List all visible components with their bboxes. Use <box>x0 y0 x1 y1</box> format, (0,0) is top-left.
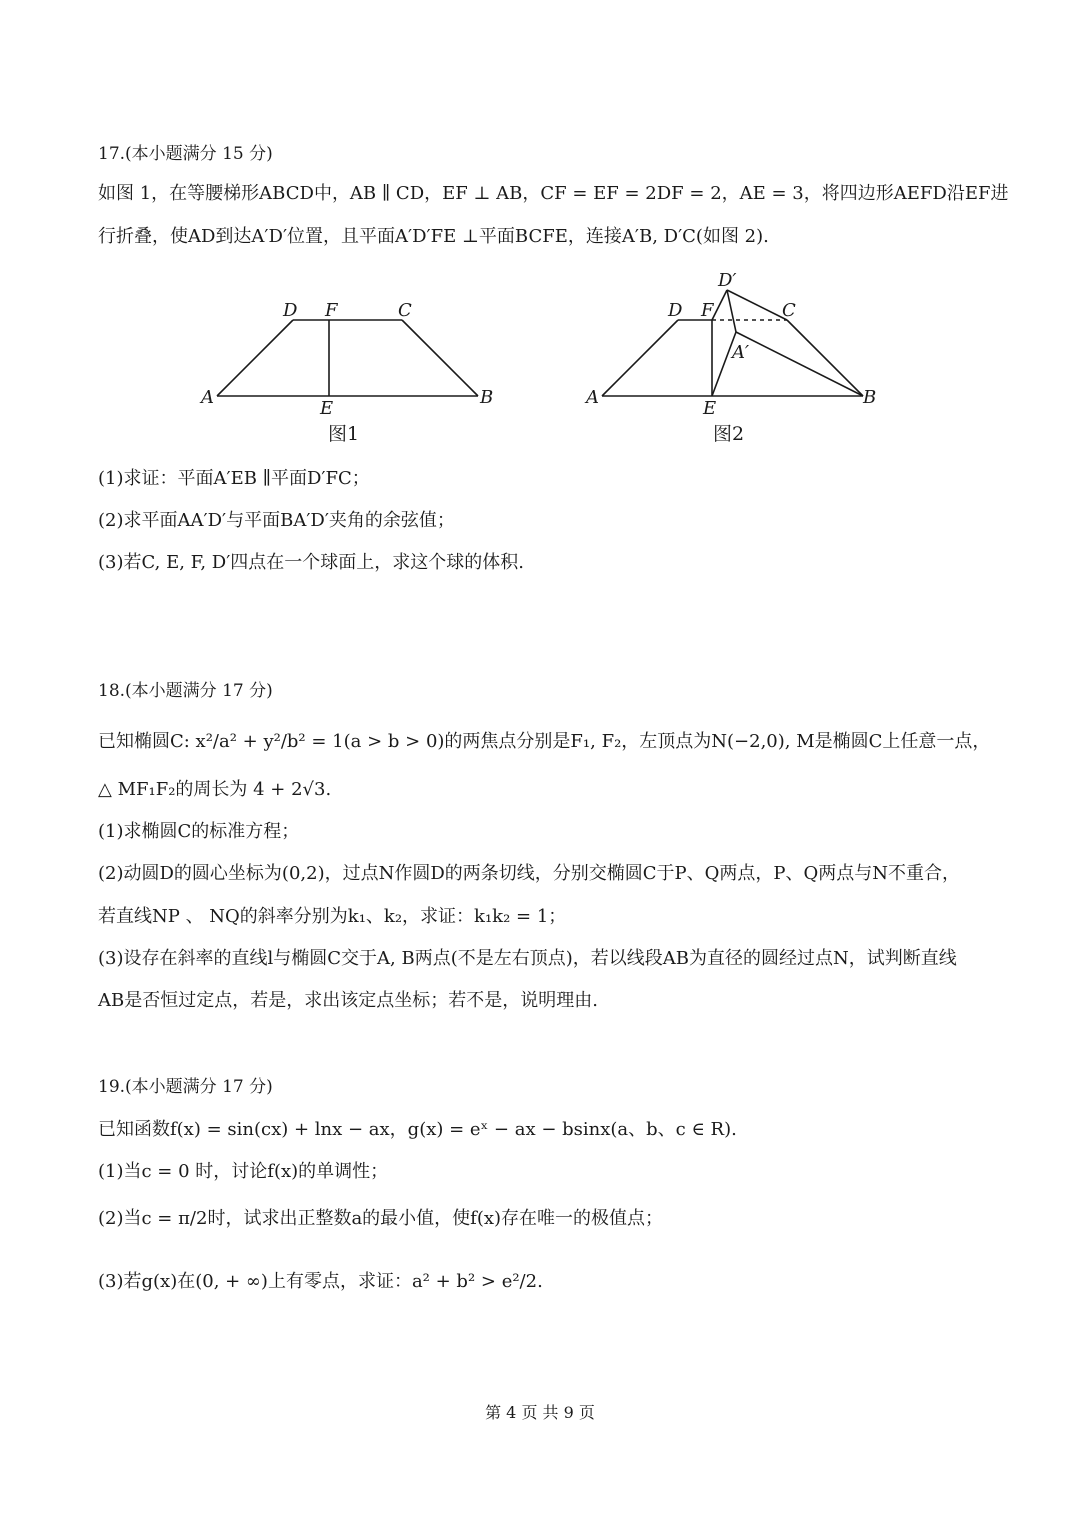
page-footer: 第 4 页 共 9 页 <box>485 1403 595 1422</box>
label-F: F <box>325 300 338 321</box>
label-E: E <box>320 398 334 419</box>
label-C: C <box>782 300 796 321</box>
q19-part1: (1)当c = 0 时，讨论f(x)的单调性； <box>98 1161 389 1182</box>
q18-part1: (1)求椭圆C的标准方程； <box>98 821 300 842</box>
figure-2-caption: 图2 <box>713 423 745 445</box>
q17-stem-line1: 如图 1，在等腰梯形ABCD中，AB ∥ CD，EF ⊥ AB，CF = EF = 2DF = 2，AE = 3，将四边形AEFD沿EF进 <box>98 183 1009 204</box>
edge-CB <box>787 320 863 396</box>
label-F: F <box>701 300 714 321</box>
label-B: B <box>863 387 877 408</box>
label-D: D <box>283 300 298 321</box>
q19-header: 19.(本小题满分 17 分) <box>98 1077 273 1097</box>
q18-header: 18.(本小题满分 17 分) <box>98 681 273 701</box>
q18-part2-line1: (2)动圆D的圆心坐标为(0,2)，过点N作圆D的两条切线，分别交椭圆C于P、Q两点，P、Q两点与N不重合， <box>98 863 961 884</box>
q17-header: 17.(本小题满分 15 分) <box>98 144 273 164</box>
label-B: B <box>480 387 494 408</box>
q18-stem-line2: △ MF₁F₂的周长为 4 + 2√3. <box>98 779 332 800</box>
label-C: C <box>398 300 412 321</box>
label-A: A <box>586 387 599 408</box>
label-D: D <box>668 300 683 321</box>
figure-1 <box>195 290 505 450</box>
figure-1-caption: 图1 <box>328 423 360 445</box>
q17-part1: (1)求证：平面A′EB ∥平面D′FC； <box>98 468 370 489</box>
q17-part3: (3)若C, E, F, D′四点在一个球面上，求这个球的体积. <box>98 552 525 573</box>
label-E: E <box>703 398 717 419</box>
q19-part2: (2)当c = π/2时，试求出正整数a的最小值，使f(x)存在唯一的极值点； <box>98 1208 664 1229</box>
edge-AD <box>217 320 293 396</box>
label-A-prime: A′ <box>732 342 750 363</box>
q17-part2: (2)求平面AA′D′与平面BA′D′夹角的余弦值； <box>98 510 455 531</box>
edge-D1C <box>727 290 787 320</box>
figure-2 <box>580 262 890 452</box>
q18-part2-line2: 若直线NP 、 NQ的斜率分别为k₁、k₂，求证：k₁k₂ = 1； <box>98 906 567 927</box>
q18-part3-line2: AB是否恒过定点，若是，求出该定点坐标；若不是，说明理由. <box>98 990 598 1011</box>
edge-AD <box>602 320 678 396</box>
label-A: A <box>201 387 214 408</box>
edge-A1B <box>736 332 863 396</box>
q18-part3-line1: (3)设存在斜率的直线l与椭圆C交于A, B两点(不是左右顶点)，若以线段AB为直径的圆经过点N，试判断直线 <box>98 948 957 969</box>
q18-stem-line1: 已知椭圆C: x²/a² + y²/b² = 1(a > b > 0)的两焦点分别是F₁, F₂，左顶点为N(−2,0), M是椭圆C上任意一点， <box>98 731 991 752</box>
q19-part3: (3)若g(x)在(0, + ∞)上有零点，求证：a² + b² > e²/2. <box>98 1271 543 1292</box>
q17-stem-line2: 行折叠，使AD到达A′D′位置，且平面A′D′FE ⊥平面BCFE，连接A′B, D′C(如图 2). <box>98 226 769 247</box>
edge-CB <box>402 320 478 396</box>
label-D-prime: D′ <box>718 270 737 291</box>
edge-D1A1 <box>727 290 736 332</box>
edge-FD1 <box>712 290 727 320</box>
q19-stem: 已知函数f(x) = sin(cx) + lnx − ax，g(x) = eˣ − ax − bsinx(a、b、c ∈ R). <box>98 1119 737 1140</box>
